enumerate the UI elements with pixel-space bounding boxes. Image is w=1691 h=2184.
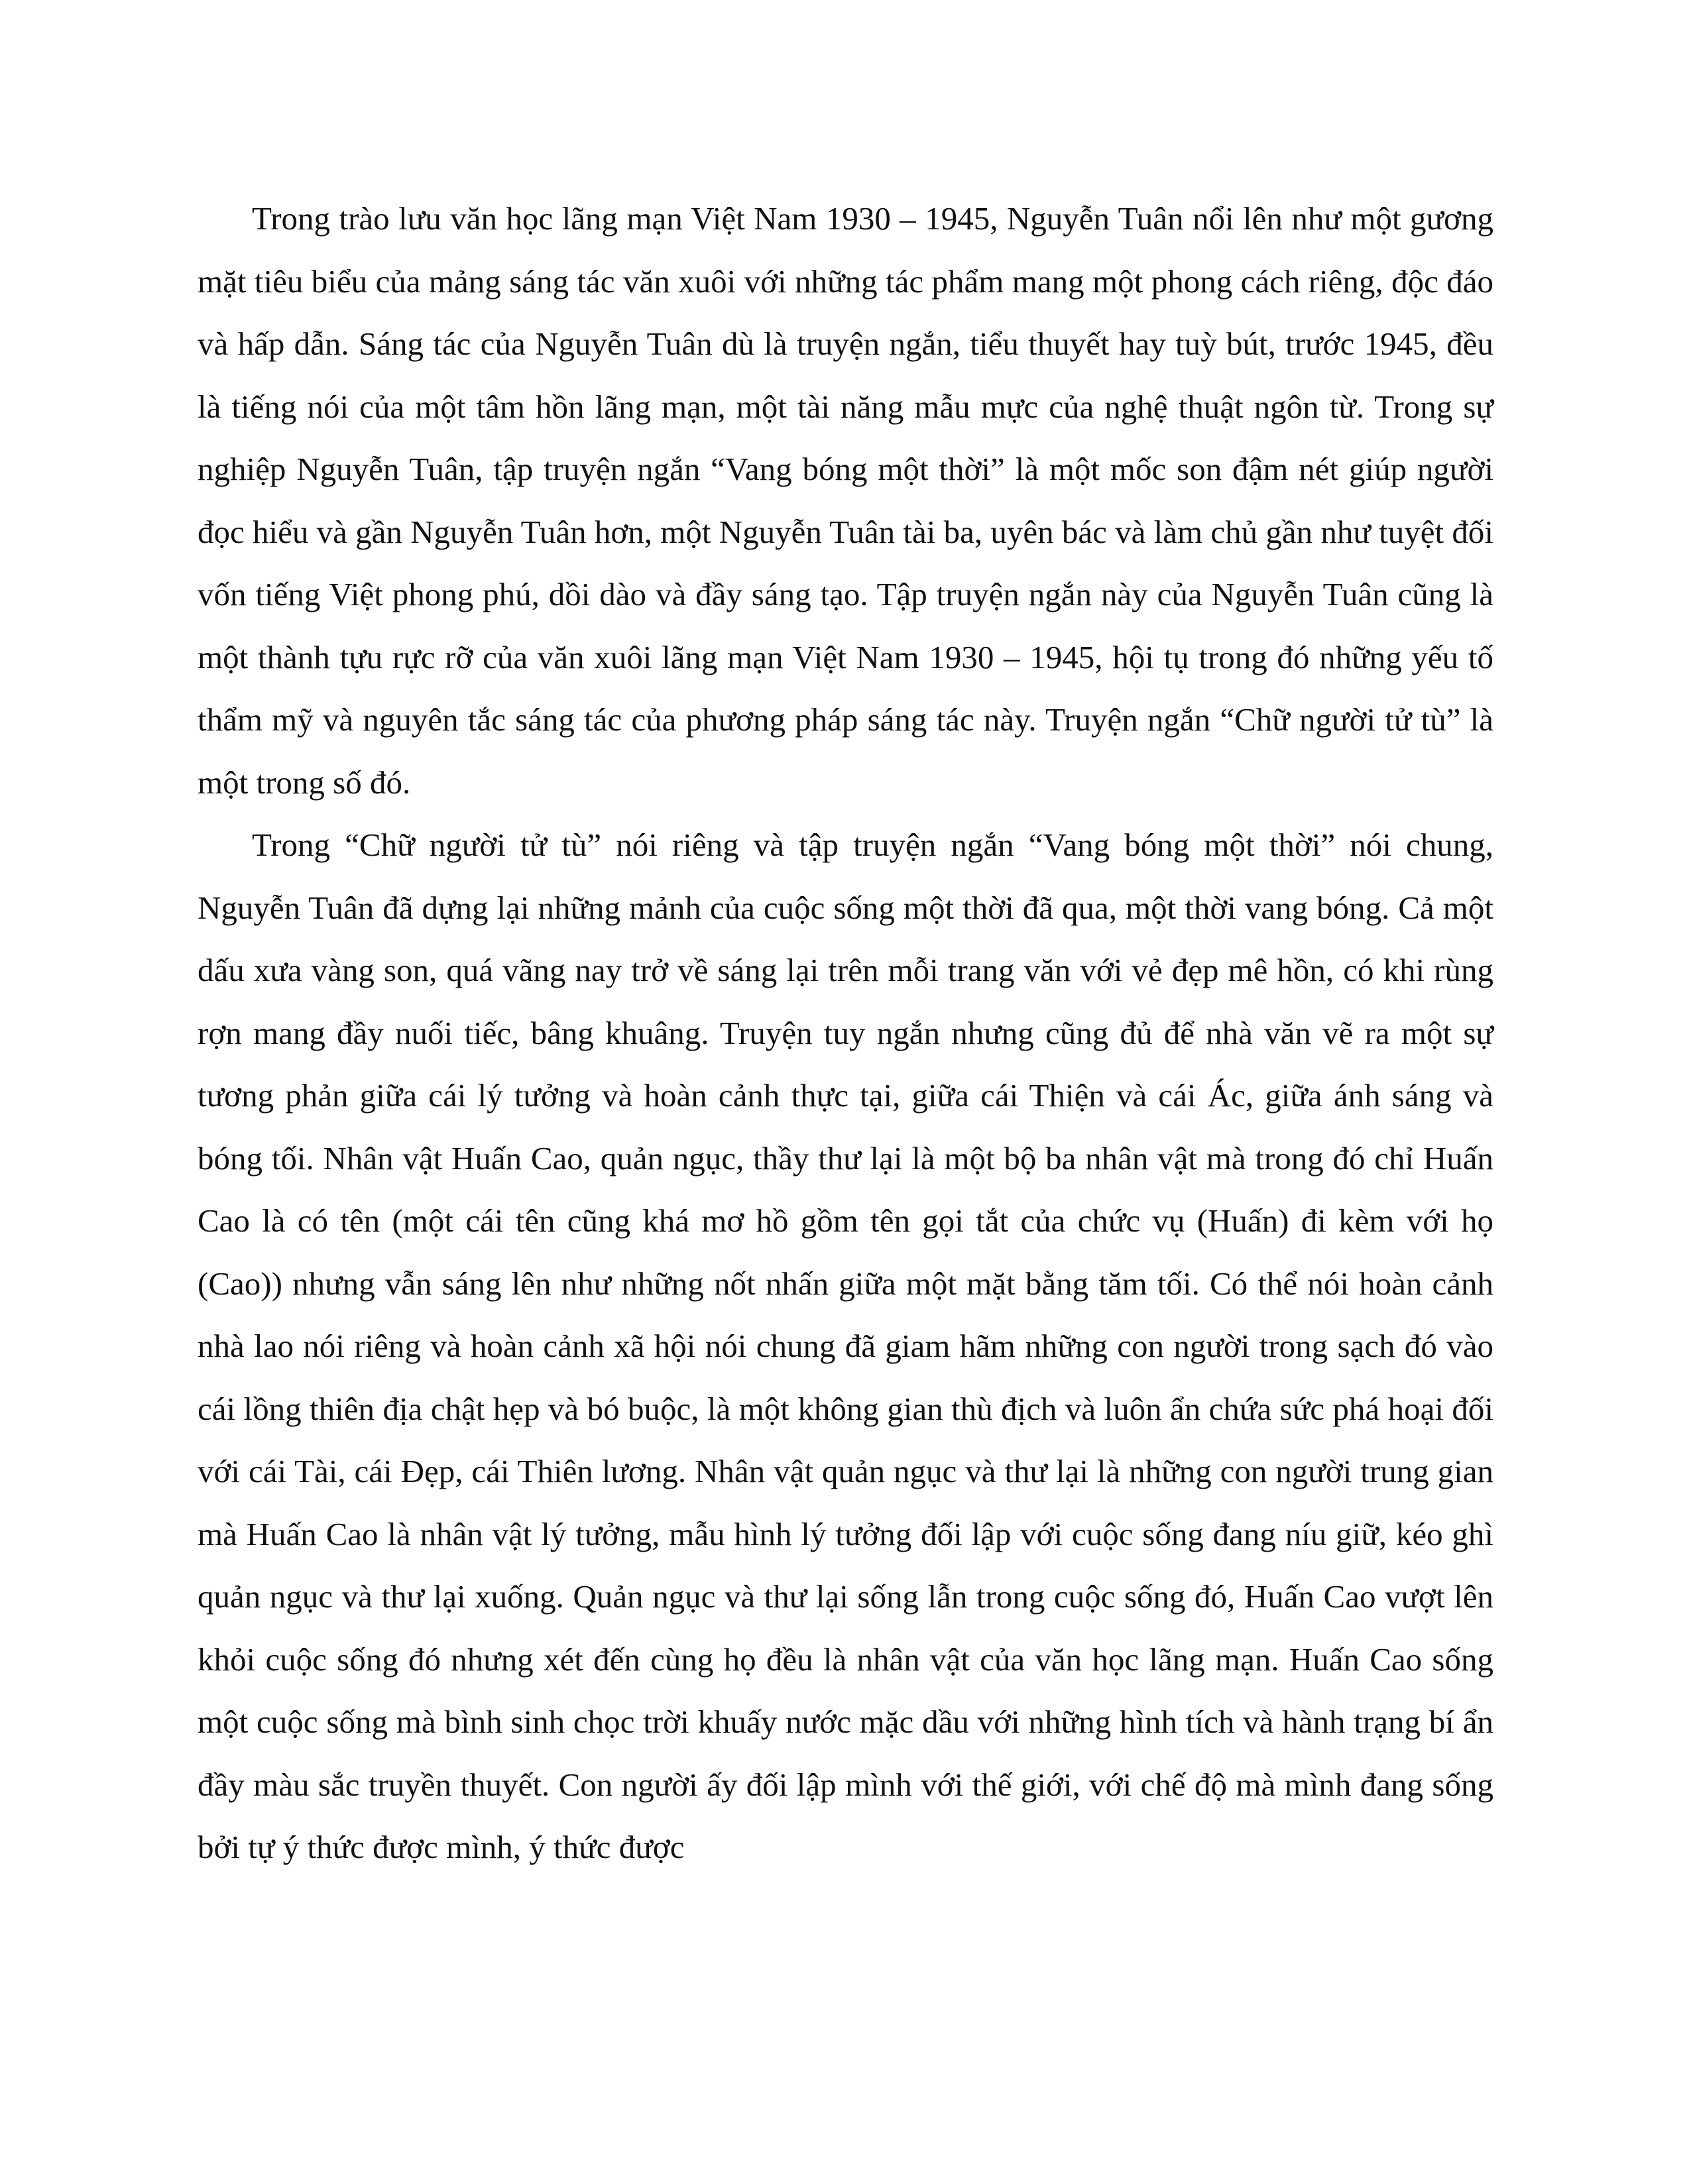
- paragraph-1: Trong trào lưu văn học lãng mạn Việt Nam 1930 – 1945, Nguyễn Tuân nổi lên như một gương mặt tiêu biểu của mảng sáng tác văn xuôi với những tác phẩm mang một phong cách riêng, độc đáo và hấp dẫn. Sáng tác của Nguyễn Tuân dù là truyện ngắn, tiểu thuyết hay tuỳ bút, trước 1945, đều là tiếng nói của một tâm hồn lãng mạn, một tài năng mẫu mực của nghệ thuật ngôn từ. Trong sự nghiệp Nguyễn Tuân, tập truyện ngắn “Vang bóng một thời” là một mốc son đậm nét giúp người đọc hiểu và gần Nguyễn Tuân hơn, một Nguyễn Tuân tài ba, uyên bác và làm chủ gần như tuyệt đối vốn tiếng Việt phong phú, dồi dào và đầy sáng tạo. Tập truyện ngắn này của Nguyễn Tuân cũng là một thành tựu rực rỡ của văn xuôi lãng mạn Việt Nam 1930 – 1945, hội tụ trong đó những yếu tố thẩm mỹ và nguyên tắc sáng tác của phương pháp sáng tác này. Truyện ngắn “Chữ người tử tù” là một trong số đó.: [198, 200, 1493, 801]
- paragraph-2: Trong “Chữ người tử tù” nói riêng và tập truyện ngắn “Vang bóng một thời” nói chung, Nguyễn Tuân đã dựng lại những mảnh của cuộc sống một thời đã qua, một thời vang bóng. Cả một dấu xưa vàng son, quá vãng nay trở về sáng lại trên mỗi trang văn với vẻ đẹp mê hồn, có khi rùng rợn mang đầy nuối tiếc, bâng khuâng. Truyện tuy ngắn nhưng cũng đủ để nhà văn vẽ ra một sự tương phản giữa cái lý tưởng và hoàn cảnh thực tại, giữa cái Thiện và cái Ác, giữa ánh sáng và bóng tối. Nhân vật Huấn Cao, quản ngục, thầy thư lại là một bộ ba nhân vật mà trong đó chỉ Huấn Cao là có tên (một cái tên cũng khá mơ hồ gồm tên gọi tắt của chức vụ (Huấn) đi kèm với họ (Cao)) nhưng vẫn sáng lên như những nốt nhấn giữa một mặt bằng tăm tối. Có thể nói hoàn cảnh nhà lao nói riêng và hoàn cảnh xã hội nói chung đã giam hãm những con người trong sạch đó vào cái lồng thiên địa chật hẹp và bó buộc, là một không gian thù địch và luôn ẩn chứa sức phá hoại đối với cái Tài, cái Đẹp, cái Thiên lương. Nhân vật quản ngục và thư lại là những con người trung gian mà Huấn Cao là nhân vật lý tưởng, mẫu hình lý tưởng đối lập với cuộc sống đang níu giữ, kéo ghì quản ngục và thư lại xuống. Quản ngục và thư lại sống lẫn trong cuộc sống đó, Huấn Cao vượt lên khỏi cuộc sống đó nhưng xét đến cùng họ đều là nhân vật của văn học lãng mạn. Huấn Cao sống một cuộc sống mà bình sinh chọc trời khuấy nước mặc dầu với những hình tích và hành trạng bí ẩn đầy màu sắc truyền thuyết. Con người ấy đối lập mình với thế giới, với chế độ mà mình đang sống bởi tự ý thức được mình, ý thức được: [198, 827, 1493, 1865]
- document-body: [198, 188, 1493, 1879]
